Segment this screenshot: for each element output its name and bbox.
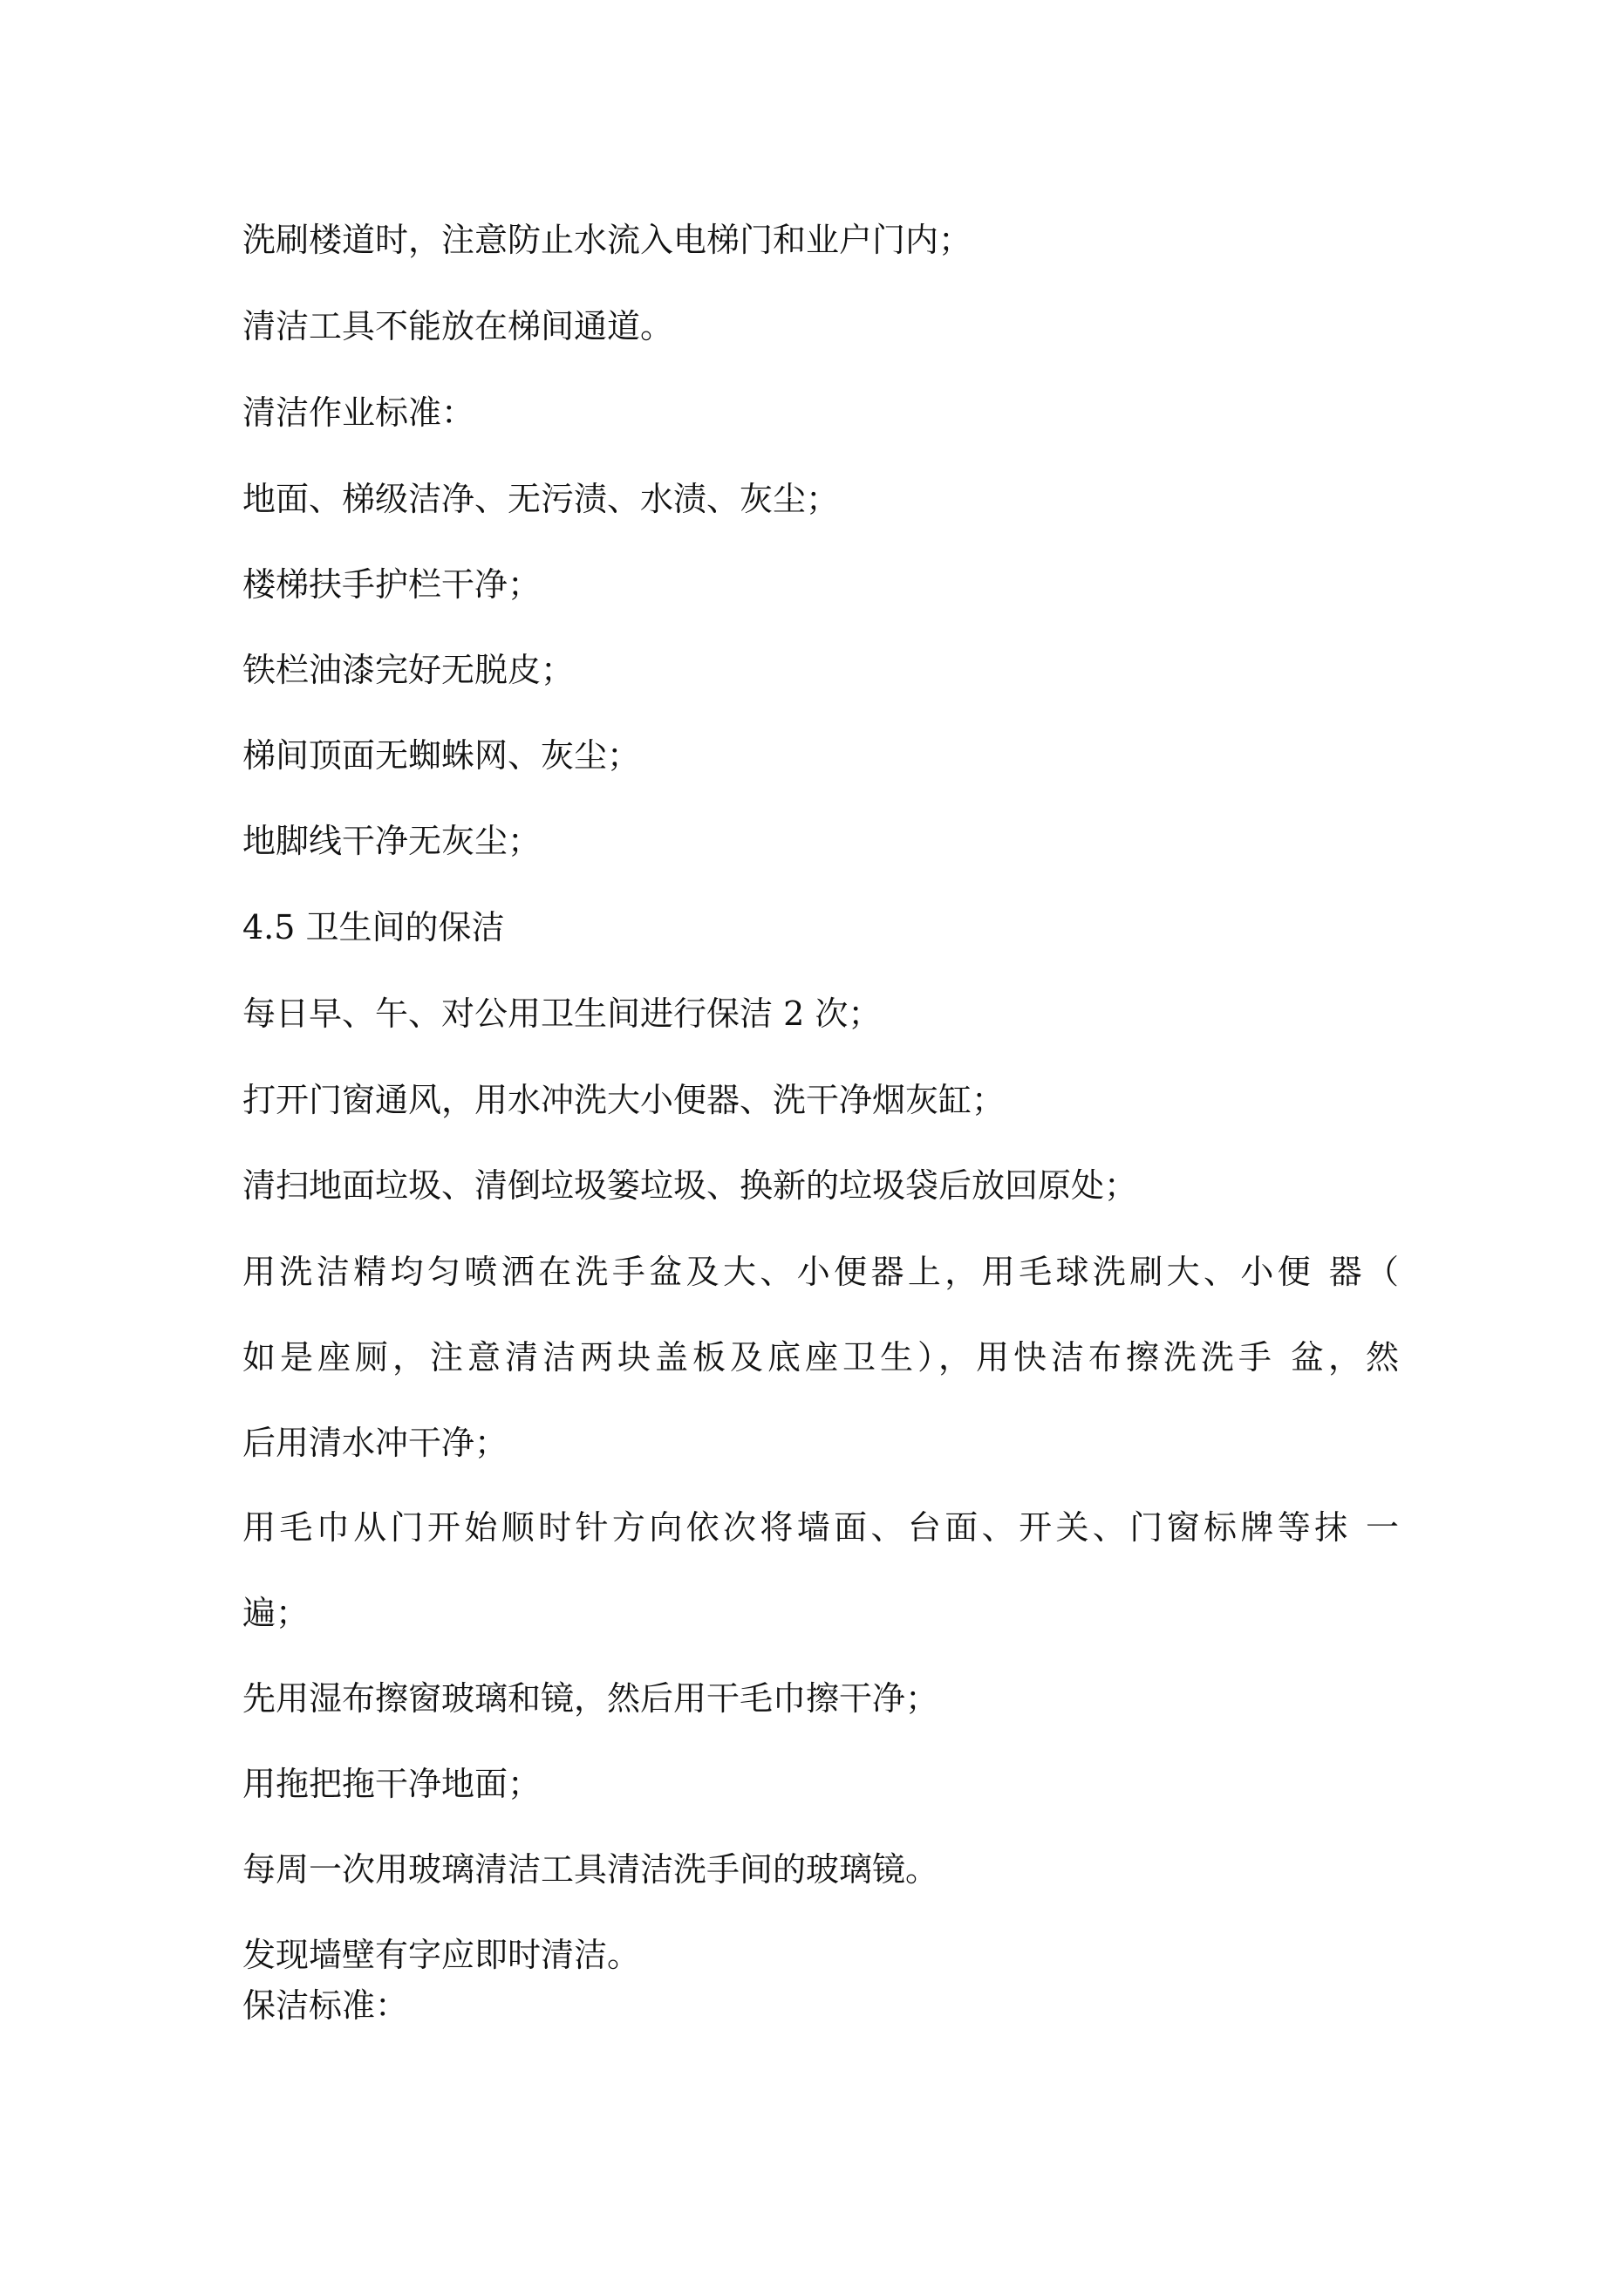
text-line: 先用湿布擦窗玻璃和镜，然后用干毛巾擦干净； (242, 1679, 939, 1718)
section-heading: 4.5 卫生间的保洁 (242, 908, 505, 946)
text-line: 后用清水冲干净； (242, 1424, 508, 1462)
text-line: 洗刷楼道时，注意防止水流入电梯门和业户门内； (242, 221, 972, 259)
text-line: 梯间顶面无蜘蛛网、灰尘； (242, 736, 641, 775)
text-line: 楼梯扶手护栏干净； (242, 565, 542, 604)
text-line: 地面、梯级洁净、无污渍、水渍、灰尘； (242, 480, 840, 518)
text-line: 打开门窗通风，用水冲洗大小便器、洗干净烟灰缸； (242, 1081, 1006, 1119)
text-line: 如是座厕，注意清洁两块盖板及底座卫生），用快洁布擦洗洗手 盆，然 (242, 1338, 1399, 1377)
text-line: 用洗洁精均匀喷洒在洗手盆及大、小便器上，用毛球洗刷大、小便 器（ (242, 1253, 1399, 1291)
text-line: 遍； (242, 1594, 310, 1632)
text-line: 铁栏油漆完好无脱皮； (242, 651, 575, 689)
text-line: 清扫地面垃圾、清倒垃圾篓垃圾、换新的垃圾袋后放回原处； (242, 1166, 1138, 1205)
text-line: 每日早、午、对公用卫生间进行保洁 2 次； (242, 994, 882, 1033)
text-line: 清洁工具不能放在梯间通道。 (242, 307, 674, 345)
text-line: 每周一次用玻璃清洁工具清洁洗手间的玻璃镜。 (242, 1850, 939, 1889)
text-line: 保洁标准： (242, 1986, 409, 2025)
text-line: 用拖把拖干净地面； (242, 1765, 542, 1803)
text-line: 地脚线干净无灰尘； (242, 822, 542, 860)
text-line: 清洁作业标准： (242, 393, 475, 432)
text-line: 用毛巾从门开始顺时针方向依次将墙面、台面、开关、门窗标牌等抹 一 (242, 1508, 1399, 1547)
text-line: 发现墙壁有字应即时清洁。 (242, 1936, 641, 1974)
